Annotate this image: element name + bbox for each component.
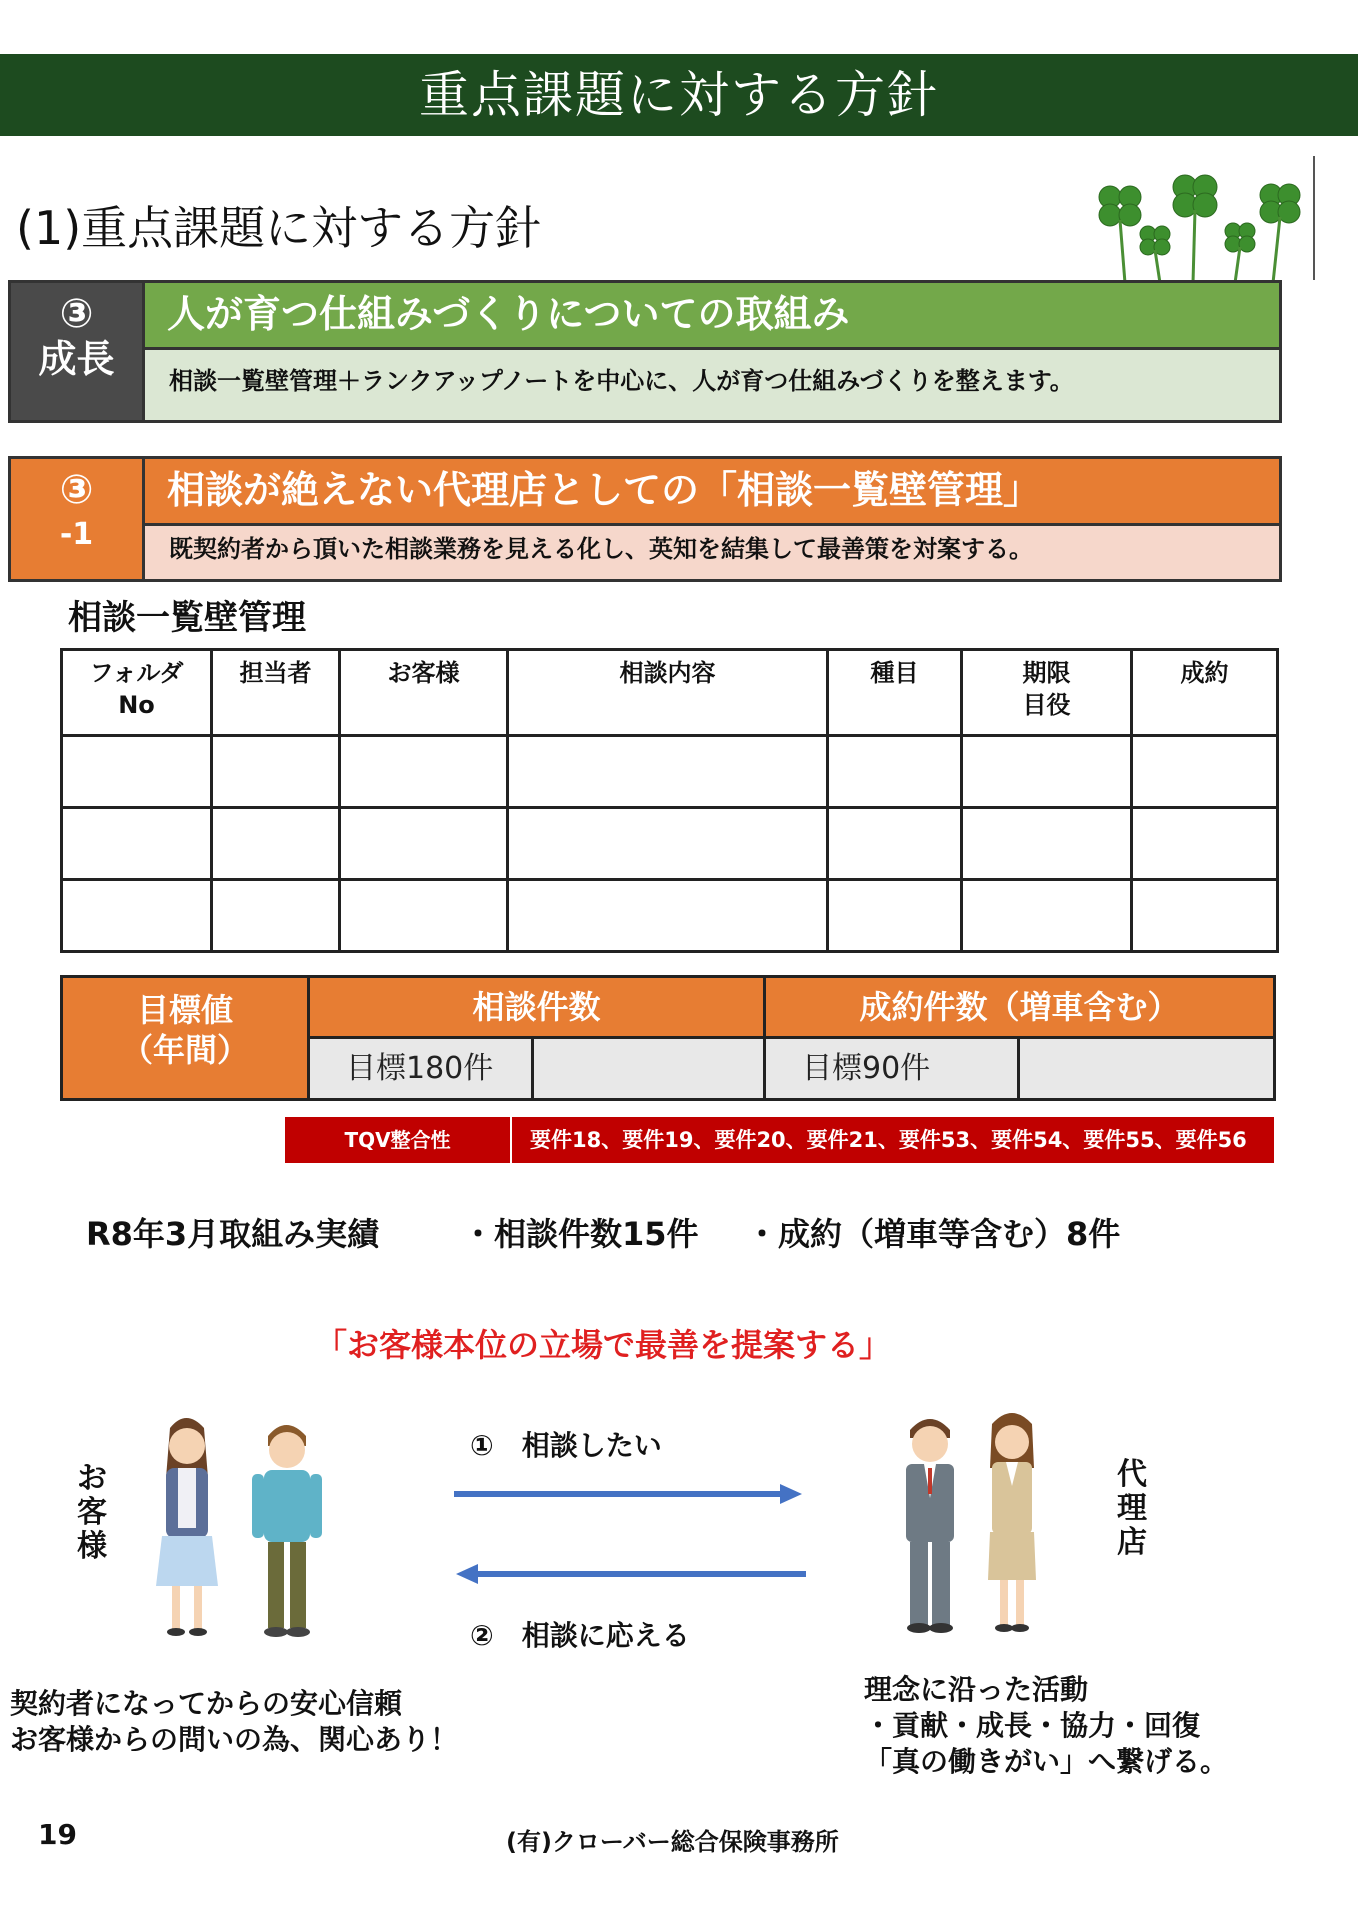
table-cell bbox=[212, 736, 340, 808]
tqv-label: TQV整合性 bbox=[285, 1117, 510, 1163]
table-header-text: 目役 bbox=[1022, 691, 1071, 719]
young-man-figure bbox=[252, 1425, 322, 1637]
table-row bbox=[62, 880, 1278, 952]
target-block bbox=[60, 975, 1276, 1101]
section2-desc-bar bbox=[142, 526, 1279, 579]
customer-note-line2: お客様からの問いの為、関心あり！ bbox=[10, 1723, 459, 1756]
table-cell bbox=[828, 808, 962, 880]
table-row bbox=[62, 736, 1278, 808]
table-header-cell bbox=[1132, 650, 1278, 736]
woman-figure bbox=[156, 1418, 218, 1636]
table-cell bbox=[508, 808, 828, 880]
table-header-text: 担当者 bbox=[239, 659, 312, 687]
section1-tag: 成長 bbox=[38, 337, 115, 381]
target-col1-head: 相談件数 bbox=[310, 975, 766, 1039]
agency-note-line3: 「真の働きがい」へ繋げる。 bbox=[864, 1745, 1229, 1778]
agency-note-line1: 理念に沿った活動 bbox=[864, 1673, 1089, 1706]
section1-title-bar bbox=[142, 283, 1279, 350]
header-title: 重点課題に対する方針 bbox=[0, 54, 1358, 136]
table-cell bbox=[962, 808, 1132, 880]
target-col2-value: 目標90件 bbox=[766, 1036, 1020, 1101]
results-item1: ・相談件数15件 bbox=[462, 1215, 699, 1253]
table-body bbox=[62, 736, 1278, 952]
table-cell bbox=[62, 736, 212, 808]
section1-desc-bar bbox=[142, 350, 1279, 420]
target-label-line2: （年間） bbox=[120, 1031, 249, 1069]
arrow1-label: ① 相談したい bbox=[470, 1429, 662, 1462]
target-col2-head: 成約件数（増車含む） bbox=[766, 975, 1276, 1039]
section1-number: ③ bbox=[59, 291, 94, 337]
section1-side bbox=[11, 283, 142, 420]
table-cell bbox=[1132, 736, 1278, 808]
table-cell bbox=[962, 736, 1132, 808]
section2-title: 相談が絶えない代理店としての「相談一覧壁管理」 bbox=[167, 468, 1042, 512]
page-number: 19 bbox=[38, 1818, 77, 1851]
table-header-cell bbox=[62, 650, 212, 736]
table-header-row bbox=[62, 650, 1278, 736]
agency-illustration bbox=[890, 1402, 1070, 1642]
target-col1-value: 目標180件 bbox=[310, 1036, 534, 1101]
table-cell bbox=[62, 880, 212, 952]
arrow2-label: ② 相談に応える bbox=[470, 1619, 690, 1652]
table-cell bbox=[340, 808, 508, 880]
customer-illustration bbox=[148, 1408, 358, 1648]
table-header-cell bbox=[962, 650, 1132, 736]
table-cell bbox=[962, 880, 1132, 952]
target-col1-empty bbox=[534, 1036, 766, 1101]
table-header-text: 成約 bbox=[1180, 659, 1229, 687]
table-cell bbox=[828, 736, 962, 808]
table-cell bbox=[508, 880, 828, 952]
table-cell bbox=[212, 808, 340, 880]
results-item2: ・成約（増車等含む）8件 bbox=[746, 1215, 1121, 1253]
section2-side bbox=[11, 459, 142, 579]
table-cell bbox=[340, 880, 508, 952]
table-header-text: フォルダ bbox=[89, 659, 184, 687]
customer-note-line1: 契約者になってからの安心信頼 bbox=[10, 1687, 403, 1720]
section2-tag: -1 bbox=[59, 517, 94, 552]
customer-note bbox=[10, 1686, 458, 1758]
table-cell bbox=[340, 736, 508, 808]
table-header-cell bbox=[212, 650, 340, 736]
section-consultation bbox=[8, 456, 1282, 582]
table-cell bbox=[212, 880, 340, 952]
businessman-figure bbox=[906, 1419, 954, 1633]
table-header-text: お客様 bbox=[387, 659, 460, 687]
section2-number: ③ bbox=[59, 467, 94, 513]
table-header-text: 種目 bbox=[870, 659, 919, 687]
section1-title: 人が育つ仕組みづくりについての取組み bbox=[167, 292, 850, 336]
table-cell bbox=[508, 736, 828, 808]
arrow-right-icon bbox=[454, 1484, 802, 1504]
section2-description: 既契約者から頂いた相談業務を見える化し、英知を結集して最善策を対案する。 bbox=[169, 535, 1033, 563]
table-header-text: No bbox=[118, 691, 155, 719]
results-label: R8年3月取組み実績 bbox=[86, 1215, 380, 1253]
divider-line bbox=[1313, 156, 1315, 280]
agency-note-line2: ・貢献・成長・協力・回復 bbox=[864, 1709, 1201, 1742]
table-cell bbox=[1132, 808, 1278, 880]
section1-description: 相談一覧壁管理＋ランクアップノートを中心に、人が育つ仕組みづくりを整えます。 bbox=[169, 367, 1074, 395]
agency-note bbox=[864, 1672, 1228, 1780]
exchange-arrows bbox=[450, 1480, 810, 1600]
businesswoman-figure bbox=[988, 1413, 1036, 1632]
table-header-text: 相談内容 bbox=[619, 659, 716, 687]
table-cell bbox=[828, 880, 962, 952]
target-label-line1: 目標値 bbox=[136, 991, 233, 1029]
table-caption: 相談一覧壁管理 bbox=[68, 598, 306, 638]
section-growth bbox=[8, 280, 1282, 423]
agency-label: 代 理 店 bbox=[1117, 1457, 1147, 1560]
table-header-cell bbox=[508, 650, 828, 736]
company-name: (有)クローバー総合保険事務所 bbox=[506, 1828, 839, 1856]
slogan: 「お客様本位の立場で最善を提案する」 bbox=[315, 1326, 892, 1364]
clover-illustration bbox=[1085, 165, 1315, 285]
consultation-table bbox=[60, 648, 1279, 953]
tqv-value: 要件18、要件19、要件20、要件21、要件53、要件54、要件55、要件56 bbox=[512, 1117, 1274, 1163]
target-label bbox=[60, 975, 310, 1101]
section2-title-bar bbox=[142, 459, 1279, 526]
target-col2-empty bbox=[1020, 1036, 1276, 1101]
table-header-cell bbox=[828, 650, 962, 736]
table-cell bbox=[62, 808, 212, 880]
page-subtitle: (1)重点課題に対する方針 bbox=[16, 201, 542, 255]
table-row bbox=[62, 808, 1278, 880]
table-header-text: 期限 bbox=[1022, 659, 1071, 687]
table-header-cell bbox=[340, 650, 508, 736]
customer-label: お 客 様 bbox=[77, 1461, 107, 1564]
arrow-left-icon bbox=[456, 1564, 806, 1584]
table-cell bbox=[1132, 880, 1278, 952]
